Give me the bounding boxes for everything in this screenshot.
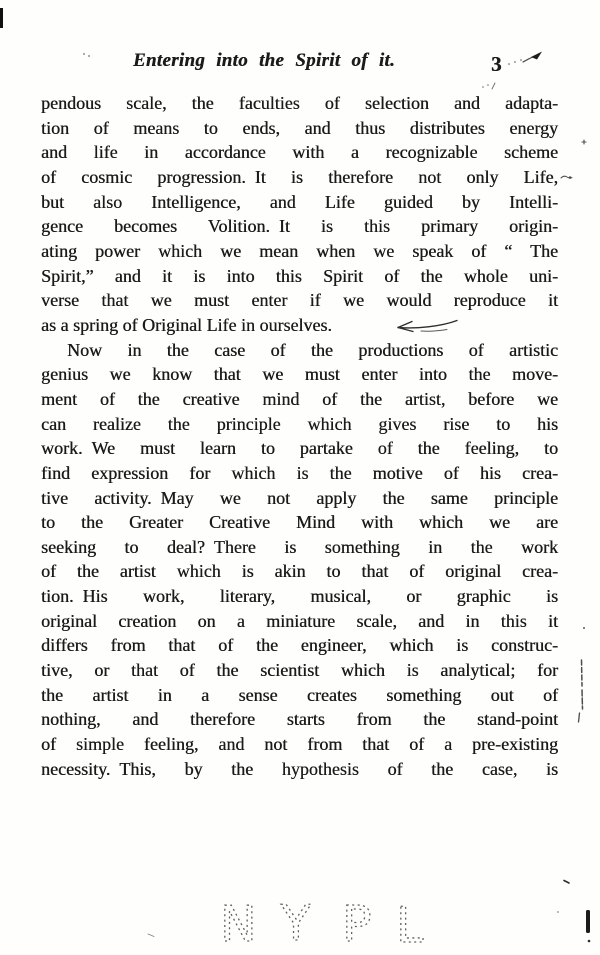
text-line: necessity. This, by the hypothesis of the case, is — [41, 758, 558, 779]
margin-line-mark-2 — [582, 690, 583, 709]
text-line: Spirit,” and it is into this Spirit of the whole uni- — [41, 265, 558, 286]
stamp-letter-p: P — [342, 896, 372, 953]
text-line: nothing, and therefore starts from the stand-point — [41, 709, 558, 730]
text-line: of cosmic progression. It is therefore not only Life, — [41, 166, 558, 187]
pencil-arrow-up-right-icon — [508, 52, 542, 65]
text-line: ment of the creative mind of the artist, before we — [41, 388, 558, 409]
text-line: original creation on a miniature scale, and in this it — [41, 610, 558, 631]
running-header-title: Entering into the Spirit of it. — [132, 50, 396, 71]
text-line: tion of means to ends, and thus distributes energy — [41, 117, 558, 138]
text-line: seeking to deal? There is something in the work — [41, 536, 558, 557]
stamp-letter-n: N — [220, 896, 257, 953]
margin-plus-mark — [582, 140, 586, 144]
arrowhead — [531, 52, 542, 60]
text-line: verse that we must enter if we would reproduce it — [41, 290, 558, 311]
text-line: can realize the principle which gives rise to his — [41, 413, 558, 434]
text-line: and life in accordance with a recognizable scheme — [41, 142, 558, 163]
text-line: tion. His work, literary, musical, or graphic is — [41, 586, 558, 607]
text-line: as a spring of Original Life in ourselves. — [41, 314, 332, 335]
text-line: of the artist which is akin to that of original crea- — [41, 561, 558, 582]
paragraph — [41, 91, 558, 338]
library-perforation-stamp — [220, 895, 424, 954]
stamp-letter-l: L — [396, 897, 424, 954]
text-line: but also Intelligence, and Life guided by Intelli- — [41, 191, 558, 212]
stray-dots-mark — [482, 83, 495, 89]
bottom-left-dash-mark — [148, 934, 154, 937]
text-line: find expression for which is the motive of his crea- — [41, 462, 558, 483]
paragraph — [41, 338, 558, 782]
text-line: to the Greater Creative Mind with which we are — [41, 512, 558, 533]
stamp-letter-y: Y — [281, 895, 311, 952]
margin-tick-mark — [579, 713, 580, 722]
margin-line-mark-1 — [582, 660, 583, 686]
text-line: pendous scale, the faculties of selection and adapta- — [41, 93, 558, 113]
text-line: the artist in a sense creates something out of — [41, 684, 558, 705]
text-line: work. We must learn to partake of the feeling, to — [41, 438, 558, 459]
margin-squiggle-mark — [561, 176, 572, 179]
page-number: 3 — [491, 52, 502, 76]
text-line: gence becomes Volition. It is this primary origin- — [41, 216, 558, 237]
scan-edge-artifact — [0, 8, 3, 28]
text-line: genius we know that we must enter into the move- — [41, 364, 558, 385]
ink-blot-mark — [557, 881, 590, 943]
text-line: ating power which we mean when we speak of “ The — [41, 240, 558, 261]
text-line: tive activity. May we not apply the same principle — [41, 487, 558, 508]
margin-dot-mark — [583, 627, 585, 629]
body-text — [41, 91, 558, 781]
text-line: of simple feeling, and not from that of a pre-existing — [41, 734, 558, 755]
text-line: tive, or that of the scientist which is analytical; for — [41, 660, 558, 681]
text-line: differs from that of the engineer, which is construc- — [41, 635, 558, 656]
text-line: Now in the case of the productions of artistic — [67, 339, 558, 360]
corner-dots-mark — [83, 53, 90, 57]
